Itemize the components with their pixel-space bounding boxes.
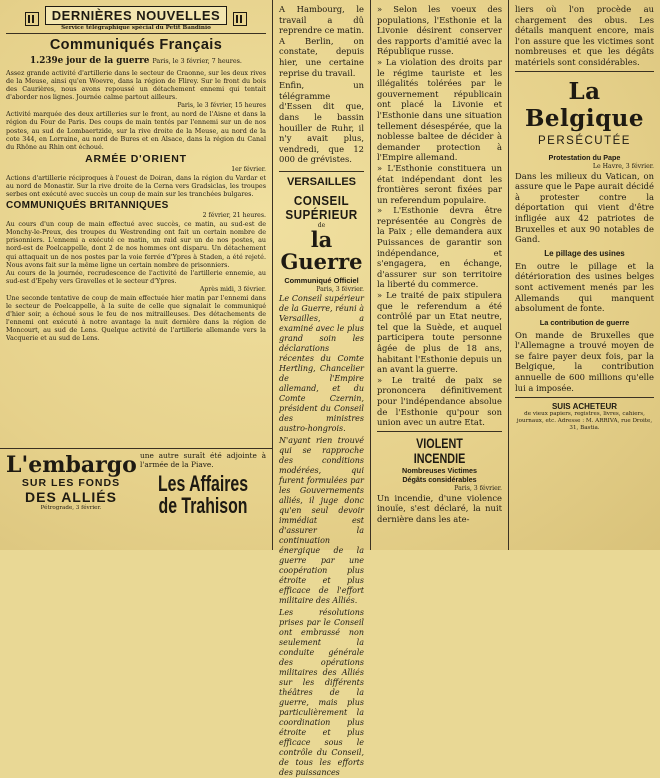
column-1 bbox=[0, 0, 272, 550]
heading-communiques-britanniques: COMMUNIQUÉS BRITANNIQUES bbox=[6, 200, 169, 212]
day-heading bbox=[6, 56, 266, 66]
paragraph: Le Conseil supérieur de la Guerre, réuni à Versailles, a examiné avec le plus grand soin les déclarations récentes du Comte Hertling, Chancelier de l'Empire allemand, et du Comte Czernin, président du Conseil des ministres austro-hongrois. bbox=[279, 293, 364, 433]
paragraph: A Hambourg, le travail a dû reprendre ce matin. A Berlin, on constate, depuis hier, une certaine reprise du travail. bbox=[279, 4, 365, 78]
column-3 bbox=[370, 0, 508, 550]
heading-conseil-superieur: CONSEIL SUPÉRIEUR bbox=[285, 192, 358, 222]
embargo-title: L'embargo bbox=[6, 452, 137, 478]
heading-versailles: VERSAILLES bbox=[279, 171, 364, 188]
embargo-dateline: Pétrograde, 3 février. bbox=[40, 505, 102, 511]
paragraph: Activité marquée des deux artilleries sur le front, au nord de l'Aisne et dans la région du Four de Paris. Des coups de main tentés par l'ennemi sur un de nos postes, au sud de Lombaertzide, sur la rive droite de la Meuse, au nord de la cote 344, en Lorraine, au nord de Bures et en Alsace, dans la région du Canal du Rhône au Rhin ont échoué. bbox=[6, 110, 266, 151]
column-4 bbox=[508, 0, 660, 550]
paragraph: » L'Esthonie devra être représentée au Congrès de la Paix ; elle demandera aux Puissances de garantir son indépendance, et s'engagera, en échange, d'assurer sur son territoire la liberté du commerce. bbox=[377, 205, 502, 290]
paragraph: Dans les milieux du Vatican, on assure que le Pape aurait décidé à protester contre la déportation qui vient d'être infligée aux 42 patriotes de Bruxelles et aux 90 notables de Gand. bbox=[515, 170, 654, 245]
dateline: 2 février, 21 heures. bbox=[202, 212, 266, 220]
dateline: Le Havre, 3 février. bbox=[592, 162, 654, 170]
paragraph: » L'Esthonie constituera un état indépendant dont les frontières seront fixées par un referendum populaire. bbox=[377, 162, 502, 205]
paragraph: Au cours de la journée, recrudescence de l'activité de l'artillerie ennemie, au sud-est d'Epehy vers Gravelles et le secteur d'Ypres. bbox=[6, 268, 266, 285]
ad-text: de vieux papiers, registres, livres, cahiers, journaux, etc. Adresse : M. ARRIVA, rue Droite, 31, Bastia. bbox=[516, 411, 653, 432]
heading-pillage: Le pillage des usines bbox=[544, 248, 625, 258]
divider bbox=[515, 71, 654, 72]
embargo-subtitle: SUR LES FONDS bbox=[21, 477, 121, 489]
piave-text: une autre suraît été adjointe à l'armée de la Piave. bbox=[140, 451, 266, 469]
paragraph: Enfin, un télégramme d'Essen dit que, dans le bassin houiller de Ruhr, il n'y avait plus, vendredi, que 12 000 de grévistes. bbox=[279, 80, 364, 165]
heading-armee-orient: ARMÉE D'ORIENT bbox=[85, 152, 187, 165]
headline-communiques-francais: Communiqués Français bbox=[49, 37, 223, 53]
masthead-title: DERNIÈRES NOUVELLES bbox=[45, 6, 227, 25]
paragraph: Une seconde tentative de coup de main effectuée hier matin par l'ennemi dans le secteur de Poelcappelle, à la suite de celle que signalait le communiqué d'hier soir, a échoué sous le feu de nos mitrailleuses. Des détachements de l'ennemi ont exécuté à notre avantage la nuit dernière dans la région de Moncourt, au sud de Lens. Quelque activité de l'artillerie allemande vers la Vacquerie et au sud de Lens. bbox=[6, 293, 266, 343]
embargo-article bbox=[6, 453, 136, 512]
divider bbox=[377, 431, 502, 432]
paragraph: » Le traité de paix stipulera que le referendum a été contrôlé par un Etat neutre, tel que la Suède, et auquel participera toute personne âgée de plus de 18 ans, habitant l'Esthonie depuis un an avant la guerre. bbox=[377, 290, 502, 375]
paragraph: » La violation des droits par le régime tauriste et les illégalités tolérées par le gouvernement républicain ont placé la Livonie et l'Esthonie dans une situation tellement désespérée, que la noblesse baltee de décider à demander protection à l'Empire allemand. bbox=[377, 56, 502, 163]
heading-nombreuses-victimes: Nombreuses Victimes bbox=[402, 465, 477, 475]
column-2 bbox=[272, 0, 370, 777]
heading-degats: Dégâts considérables bbox=[402, 474, 477, 484]
day-dateline: Paris, le 3 février, 7 heures. bbox=[152, 57, 242, 65]
paragraph: liers où l'on procède au chargement des obus. Les détails manquent encore, mais l'on assure que les victimes sont nombreuses et que les dégâts matériels sont considérables. bbox=[515, 4, 654, 67]
bottom-section bbox=[0, 448, 272, 550]
heading-suis-acheteur: SUIS ACHETEUR bbox=[515, 397, 654, 411]
paragraph: Au cours d'un coup de main effectué avec succès, ce matin, au sud-est de Monchy-le-Preux, des troupes du Westrending ont fait un certain nombre de prisonniers. L'ennemi a exécuté ce matin, un raid sur un de nos postes, au nord-est de Poelcappelle, dont 2 de nos hommes ont disparu. Un détachement qui attaquait un de nos postes par la voie ferrée d'Ypres à Staden, a été rejeté. Nous avons fait sur la même ligne un certain nombre de prisonniers. bbox=[6, 220, 266, 269]
paragraph: Un incendie, d'une violence inouïe, s'est déclaré, la nuit dernière dans les ate- bbox=[377, 492, 502, 524]
dateline: Après midi, 3 février. bbox=[199, 285, 266, 293]
paragraph: » Le traité de paix se prononcera définitivement pour l'indépendance absolue de l'Esthonie qu'pour son union avec un autre Etat. bbox=[377, 374, 502, 428]
heading-la-belgique: La Belgique bbox=[524, 77, 645, 132]
paragraph: Actions d'artillerie réciproques à l'ouest de Doiran, dans la région du Vardar et au nord de Monastir. Sur la rive droite de la Cerna vers Gradsiclas, les troupes serbes ont exécuté avec succès un coup de main sur les tranchées bulgares. bbox=[6, 173, 266, 199]
heading-la-guerre: la Guerre bbox=[280, 226, 363, 274]
dateline: Paris, 3 février. bbox=[454, 484, 502, 492]
embargo-subtitle-2: DES ALLIÉS bbox=[25, 489, 117, 505]
dateline: Paris, 3 février. bbox=[316, 285, 364, 293]
heading-protestation: Protestation du Pape bbox=[548, 152, 621, 162]
day-heading-text: 1.239e jour de la guerre bbox=[30, 56, 150, 66]
trahison-article bbox=[140, 451, 266, 517]
affaires-title: Les Affaires de Trahison bbox=[157, 471, 249, 518]
paragraph: » Selon les voeux des populations, l'Esthonie et la Livonie désirent conserver des rapports d'amitié avec la République russe. bbox=[377, 4, 502, 57]
heading-de: de bbox=[317, 221, 326, 229]
heading-communique-officiel: Communiqué Officiel bbox=[284, 275, 359, 285]
masthead-subtitle: Service télégraphique spécial du Petit Bandinio bbox=[61, 25, 211, 31]
dateline: 1er février. bbox=[231, 165, 266, 173]
paragraph: En outre le pillage et la détérioration des usines belges sont activement menés par les Allemands qui manquent absolument de fonte. bbox=[515, 260, 654, 314]
masthead bbox=[6, 4, 266, 34]
flag-icon bbox=[233, 12, 247, 26]
paragraph: On mande de Bruxelles que l'Allemagne a trouvé moyen de se faire payer deux fois, par la Belgique, la contribution annuelle de 600 millions qu'elle lui a imposée. bbox=[515, 329, 654, 393]
dateline: Paris, le 3 février, 15 heures bbox=[177, 102, 266, 110]
paragraph: Les résolutions prises par le Conseil ont embrassé non seulement la conduite générale des opérations militaires des Alliés sur les différents théâtres de la guerre, mais plus particulièrement la coordination plus étroite et plus efficace sous le contrôle du Conseil, de tous les efforts des puissances bbox=[279, 607, 364, 777]
heading-contribution: La contribution de guerre bbox=[539, 317, 630, 327]
flag-icon bbox=[25, 12, 39, 26]
heading-persecutee: PERSÉCUTÉE bbox=[538, 134, 631, 147]
heading-violent-incendie: VIOLENT INCENDIE bbox=[413, 435, 466, 466]
paragraph: N'ayant rien trouvé qui se rapproche des conditions modérées, qui furent formulées par les Gouvernements alliés, il juge donc qu'en seul devoir immédiat est d'assurer la continuation énergique de la guerre par une coopération plus étroite et plus efficace de l'effort militaire des Alliés. bbox=[279, 435, 364, 605]
paragraph: Assez grande activité d'artillerie dans le secteur de Craonne, sur les deux rives de la Meuse, ainsi qu'en Woevre, dans la région de Flirey. Sur le front du bois des Caurières, nous avons repoussé un détachement ennemi qui tentait d'aborder nos lignes. Journée calme partout ailleurs. bbox=[6, 69, 266, 102]
